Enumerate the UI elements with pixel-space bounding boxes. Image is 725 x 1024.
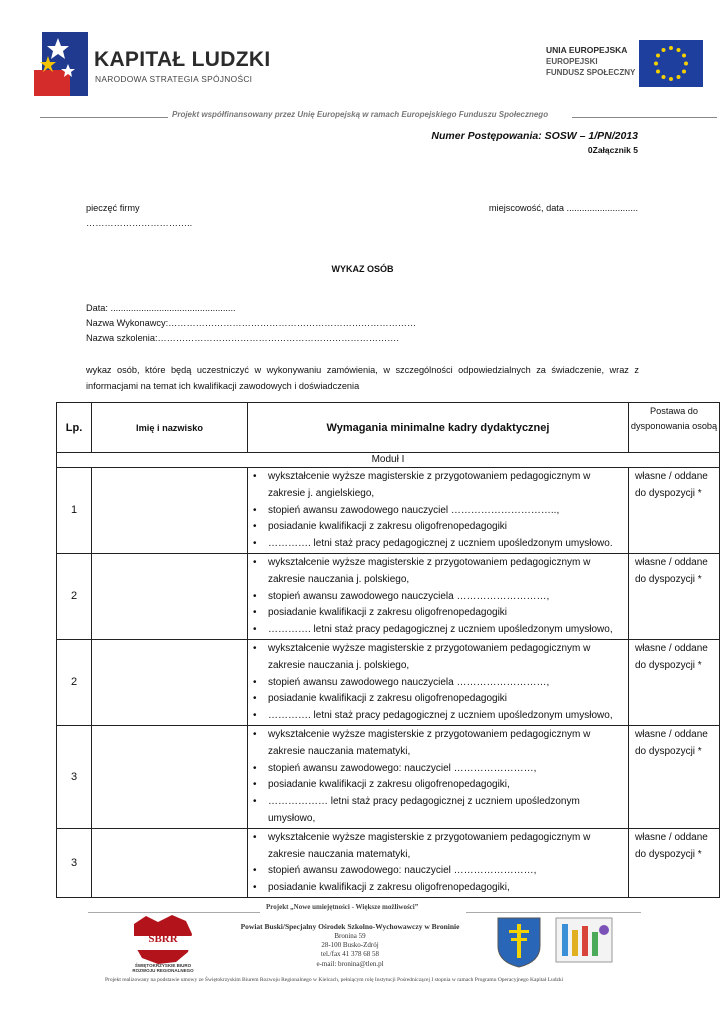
sbrr-caption: ŚWIĘTOKRZYSKIE BIURO ROZWOJU REGIONALNEGO [132,963,194,973]
header-requirements: Wymagania minimalne kadry dydaktycznej [248,403,629,453]
requirement-item: • …………. letni staż pracy pedagogicznej z uczniem upośledzonym umysłowo, [248,708,628,725]
row-lp: 3 [57,828,92,897]
requirement-item: • stopień awansu zawodowego: nauczyciel ……………………, [248,863,628,880]
header-divider-right [572,117,717,118]
row-lp: 3 [57,725,92,828]
row-name-cell[interactable] [92,553,248,639]
document-title: WYKAZ OSÓB [331,264,394,274]
kapital-ludzki-logo [34,26,271,108]
eu-logo-line1: UNIA EUROPEJSKA [546,45,628,55]
requirement-item: • …………. letni staż pracy pedagogicznej z uczniem upośledzonym umysłowo. [248,536,628,553]
row-requirements [248,725,629,828]
header-divider-left [40,117,168,118]
organization-name: Powiat Buski/Specjalny Ośrodek Szkolno-Wychowawczy w Broninie [240,922,460,931]
header-lp: Lp. [57,403,92,453]
requirement-item: • wykształcenie wyższe magisterskie z przygotowaniem pedagogicznym w zakresie nauczania matematyki, [248,830,628,864]
page-header [0,0,725,125]
row-name-cell[interactable] [92,639,248,725]
row-lp: 1 [57,468,92,554]
eu-logo-text [546,45,635,78]
requirement-item: • wykształcenie wyższe magisterskie z przygotowaniem pedagogicznym w zakresie nauczania j. polskiego, [248,555,628,589]
row-disposition: własne / oddane do dyspozycji * [629,828,720,897]
row-disposition: własne / oddane do dyspozycji * [629,639,720,725]
table-row [57,553,720,639]
requirement-item: • posiadanie kwalifikacji z zakresu oligofrenopedagogiki, [248,777,628,794]
kapital-ludzki-flag-icon [34,26,90,102]
header-disposition: Postawa do dysponowania osobą [629,403,720,453]
requirements-list [248,554,628,639]
footer-funding-note: Projekt realizowany na podstawie umowy ze Świętokrzyskim Biurem Rozwoju Regionalnego w Kielcach, pełniącym rolę Instytucji Pośredniczącej I stopnia w ramach Programu Operacyjnego Kapitał Ludzki [105,977,564,983]
requirement-item: • stopień awansu zawodowego nauczyciela ………………………, [248,675,628,692]
email-line: e-mail: bronina@tlen.pl [316,959,384,968]
training-name-line: Nazwa szkolenia:……………………………………………………………………. [86,333,399,343]
row-disposition: własne / oddane do dyspozycji * [629,468,720,554]
company-stamp-dots: …………………………….. [86,218,193,228]
table-row [57,468,720,554]
module-row [57,453,720,468]
eu-logo-line2: EUROPEJSKI [546,57,598,66]
requirement-item: • stopień awansu zawodowego nauczyciela ………………………, [248,589,628,606]
personnel-table [56,402,720,898]
date-line: Data: ................................................. [86,303,236,313]
module-label: Moduł I [57,453,720,468]
row-lp: 2 [57,639,92,725]
requirement-item: • stopień awansu zawodowego nauczyciel ………………………….., [248,503,628,520]
requirement-item: • posiadanie kwalifikacji z zakresu oligofrenopedagogiki, [248,880,628,897]
eu-flag-icon [639,40,703,87]
attachment-label: 0Załącznik 5 [587,145,638,155]
table-row [57,828,720,897]
requirement-item: • posiadanie kwalifikacji z zakresu oligofrenopedagogiki [248,691,628,708]
footer-project-title: Projekt „Nowe umiejętności - Większe możliwości” [266,903,419,911]
row-requirements [248,639,629,725]
row-requirements [248,553,629,639]
row-name-cell[interactable] [92,468,248,554]
intro-paragraph: wykaz osób, które będą uczestniczyć w wykonywaniu zamówienia, w szczególności odpowiedzialnych za świadczenie, wraz z informacjami na temat ich kwalifikacji zawodowych i doświadczenia [86,365,639,391]
footer-divider-right [466,912,641,913]
requirements-list [248,640,628,725]
procedure-number: Numer Postępowania: SOSW – 1/PN/2013 [431,130,638,142]
company-stamp-label: pieczęć firmy [86,203,140,213]
phone-line: tel./fax 41 378 68 58 [320,950,380,959]
requirement-item: • wykształcenie wyższe magisterskie z przygotowaniem pedagogicznym w zakresie nauczania matematyki, [248,727,628,761]
row-lp: 2 [57,553,92,639]
requirements-list [248,468,628,553]
address-line-1: Bronina 59 [334,932,366,940]
sbrr-logo-text: SBRR [148,933,178,945]
table-row [57,639,720,725]
table-header-row [57,403,720,453]
organization-address [205,922,495,969]
row-name-cell[interactable] [92,725,248,828]
row-name-cell[interactable] [92,828,248,897]
eu-logo-line3: FUNDUSZ SPOŁECZNY [546,68,636,77]
requirement-item: • wykształcenie wyższe magisterskie z przygotowaniem pedagogicznym w zakresie nauczania j. polskiego, [248,641,628,675]
contractor-name-line: Nazwa Wykonawcy:……………………………………………………………………… [86,318,417,328]
requirements-list [248,829,628,897]
requirement-item: • posiadanie kwalifikacji z zakresu oligofrenopedagogiki [248,519,628,536]
place-date-label: miejscowość, data ............................ [488,203,638,213]
requirement-item: • ……………… letni staż pracy pedagogicznej z uczniem upośledzonym umysłowo, [248,794,628,828]
requirements-list [248,726,628,828]
header-project-banner: Projekt współfinansowany przez Unię Europejską w ramach Europejskiego Funduszu Społecznego [172,110,549,119]
kapital-ludzki-title: KAPITAŁ LUDZKI [94,48,271,71]
row-disposition: własne / oddane do dyspozycji * [629,553,720,639]
requirement-item: • stopień awansu zawodowego: nauczyciel ……………………, [248,761,628,778]
requirement-item: • wykształcenie wyższe magisterskie z przygotowaniem pedagogicznym w zakresie j. angielskiego, [248,469,628,503]
requirement-item: • posiadanie kwalifikacji z zakresu oligofrenopedagogiki [248,605,628,622]
requirement-item: • …………. letni staż pracy pedagogicznej z uczniem upośledzonym umysłowo, [248,622,628,639]
header-name: Imię i nazwisko [92,403,248,453]
row-requirements [248,828,629,897]
table-row [57,725,720,828]
row-disposition: własne / oddane do dyspozycji * [629,725,720,828]
address-line-2: 28-100 Busko-Zdrój [321,941,379,950]
school-logo-icon [552,914,616,966]
coat-of-arms-icon [494,916,544,968]
row-requirements [248,468,629,554]
kapital-ludzki-subtitle: NARODOWA STRATEGIA SPÓJNOŚCI [95,74,253,84]
